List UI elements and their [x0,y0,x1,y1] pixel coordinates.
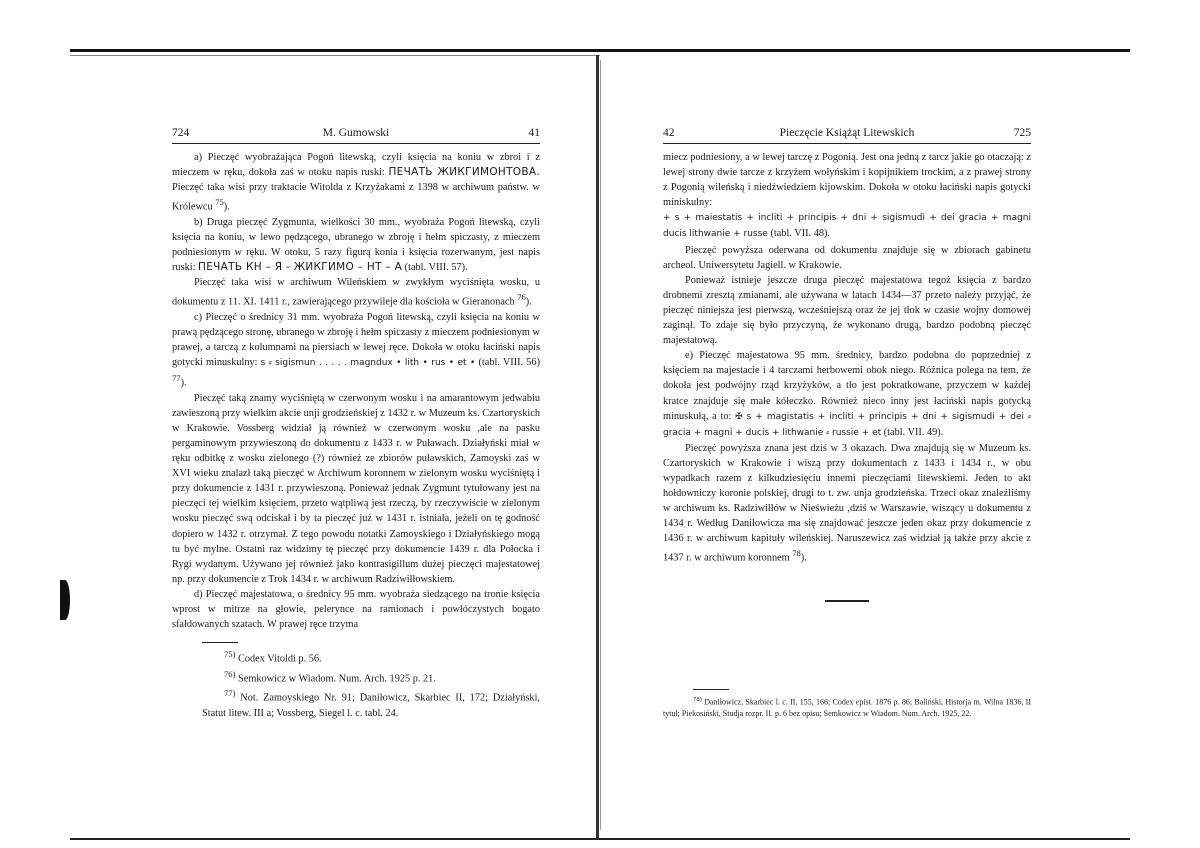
ruthenian-inscription-b: ПЕЧАТЬ КН – Я - ЖИКГИМО – НТ – А [198,261,403,274]
right-page [663,125,1031,602]
footnote-76: $^{76)}$ Semkowicz w Wiadom. Num. Arch. 1925 p. 21. [224,668,436,685]
left-page [172,125,540,721]
footnote-77: $^{77)}$ Not. Zamoyskiego Nr. 91; Daniłowicz, Skarbiec II, 172; Działyński, Statut litew. III a; Vossberg, Siegel l. c. tabl. 24. [202,688,540,719]
gothic-inscription-c: s ⸗ sigismun . . . . . magndux • lith • rus • et • [260,358,476,369]
bottom-page-edge-rule [70,838,1130,840]
right-footnotes [663,689,1031,719]
footnote-78: $^{78)}$ Daniłowicz, Skarbiec l. c. II, 155, 166; Codex epist. 1876 p. 86; Baliński, Historja m. Wilna 1836, II tytuł; Piekosiński, Studja rozpr. II. p. 6 bez opisu; Semkowicz w Wiadom. Num. Arch. 1925, 22. [663,696,1032,718]
footnote-separator [202,642,238,643]
paragraph-d: d) Pieczęć majestatowa, o średnicy 95 mm. wyobraża siedzącego na tronie księcia wprost w mitrze na głowie, pelerynce na ramionach i powłóczystych bogato sfałdowanych szatach. W prawej ręce trzyma [172,588,540,631]
left-running-title: M. Gumowski [322,127,390,139]
top-page-edge-rule-thin [70,55,600,56]
paragraph-a: a) Pieczęć wyobrażająca Pogoń litewską, czyli księcia na koniu w zbroi i z mieczem w ręku, dokoła zaś w otoku napis ruski: ПЕЧАТЬ ЖИКГИМОНТОВА. Pieczęć taka wisi przy traktacie Witolda z Krzyżakami z 1398 w archiwum państw. w Królewcu $^{75}$). [172,152,540,213]
book-gutter-shadow [600,60,601,830]
paragraph-c: c) Pieczęć o średnicy 31 mm. wyobraża Pogoń litewską, czyli księcia na koniu w prawą pędzącego stronę, ubranego w zbroję i hełm spiczasty z mieczem podniesionym w prawej, a tarczą z kolumnami na piersiach w lewej ręce. Dokoła w otoku łaciński napis gotycki minuskulny: s ⸗ sigismun . . . . . magndux • lith • rus • et • (tabl. VIII. 56) $^{77}$). [172,311,541,389]
footnote-ref-77: 77 [172,373,181,384]
book-gutter [596,55,599,838]
gothic-inscription-2: ✠ s + magistatis + incliti + principis + dni + sigismudi + dei ⸗ gracia + magni + ducis + lithwanie ⸗ russie + et [663,411,1031,438]
right-page-number-inner: 42 [663,127,675,139]
right-footnote-separator [693,689,729,690]
gothic-inscription-1-line: + s + maiestatis + incliti + principis + dni + sigismudi + dei gracia + magni ducis lithwanie + russe (tabl. VII. 48). [663,213,1031,240]
footnote-ref-75: 75 [215,197,224,208]
paragraph-3: Ponieważ istnieje jeszcze druga pieczęć majestatowa tegoż księcia z bardzo drobnemi zresztą zmianami, ale używana w latach 1434—37 przeto należy przyjąć, że pieczęć niniejsza jest pierwszą, wcześniejszą oraz że jej tłok w czasie wojny domowej zaginął. To zdaje się było przyczyną, że wykonano drugą, bardzo podobną pieczęć majestatową. [663,274,1031,347]
page-edge-mark [60,580,70,620]
ruthenian-inscription-a: ПЕЧАТЬ ЖИКГИМОНТОВА. [388,166,540,179]
right-running-title: Pieczęcie Książąt Litewskich [779,127,915,139]
footnote-75: $^{75)}$ Codex Vitoldi p. 56. [224,649,322,665]
right-page-number-outer: 725 [1013,127,1031,139]
top-page-edge-rule [70,49,1130,52]
paragraph-c2: Pieczęć taką znamy wyciśniętą w czerwonym wosku i na amarantowym jedwabiu zawieszoną przy wielkim akcie unji grodzieńskiej z 1432 r. w Muzeum ks. Czartoryskich w Krakowie. Vossberg widział ją również w czerwonym wosku ,ale na pasku pergaminowym przywieszoną do dokumentu z 1433 r. w Puławach. Działyński miał w ręku odbitkę z wosku zielonego (?) również ze zbiorów puławskich, Zamoyski zaś w XVI wieku znalazł taką pieczęć w Archiwum koronnem w zielonym wosku wyciśniętą i przy dokumencie z 1431 r. przywieszoną. Ponieważ jednak Zygmunt tytułowany jest na pieczęci tej wielkim księciem, przeto wątpliwą jest rzeczą, by rzeczywiście w zielonym wosku pieczęć swą odciskał i by ta pieczęć już w 1431 r. istniała, jeżeli on tę godność dopiero w 1432 r. otrzymał. Z tego powodu notatki Zamoyskiego i Działyńskiego mogą tu być mylne. Ostatni raz widzimy tę pieczęć przy dokumencie 1439 r. dla Połocka i Rygi wydanym. Używano jej również jako kontrasigillum dużej pieczęci majestatowej np. przy dokumencie z Trok 1434 r. w archiwum Radziwiłłowskiem. [172,392,540,585]
footnote-ref-78: 78 [792,548,801,559]
left-page-number-outer: 724 [172,127,190,139]
right-page-body [663,150,1031,602]
left-page-body [172,150,540,721]
left-page-number-inner: 41 [528,127,540,139]
footnote-ref-76: 76 [517,292,526,303]
section-end-rule [825,600,869,602]
left-page-header [172,125,540,144]
gothic-inscription-1: + s + maiestatis + incliti + principis + dni + sigismudi + dei gracia + magni ducis lithwanie + russe [663,213,1031,240]
paragraph-2: Pieczęć powyższa oderwana od dokumentu znajduje się w zbiorach gabinetu archeol. Uniwersytetu Jagiell. w Krakowie. [663,244,1031,271]
paragraph-b2: Pieczęć taka wisi w archiwum Wileńskiem w zwykłym wyciśnięta wosku, u dokumentu z 11. XI. 1411 r., zawierającego przywileje dla kościoła w Gieranonach $^{76}$). [172,277,540,308]
paragraph-e: e) Pieczęć majestatowa 95 mm. średnicy, bardzo podobna do poprzedniej z księciem na majestacie i 4 tarczami herbowemi obok niego. Różnica polega na tem, że dokoła jest podwójny rząd krzyżyków, a tło jest pokratkowane, przyczem w każdej kratce znajduje się małe kółeczko. Również nieco inny jest łaciński napis gotycką minuskułą, a to: ✠ s + magistatis + incliti + principis + dni + sigismudi + dei ⸗ gracia + magni + ducis + lithwanie ⸗ russie + et (tabl. VII. 49). [663,350,1031,438]
paragraph-b: b) Druga pieczęć Zygmunta, wielkości 30 mm., wyobraża Pogoń litewską, czyli księcia na koniu, w lewo pędzącego, ubranego w zbroję i hełm spiczasty, z mieczem podniesionym w ręku. W otoku, 5 razy figurą konia i księcia rozerwanym, jest napis ruski: ПЕЧАТЬ КН – Я - ЖИКГИМО – НТ – А (tabl. VIII. 57). [172,216,540,274]
right-page-header [663,125,1031,144]
paragraph-continuation: miecz podniesiony, a w lewej tarczę z Pogonią. Jest ona jedną z tarcz jakie go otaczają: z lewej strony dwie tarcze z krzyżem wołyńskim i kopijnikiem trockim, a z prawej strony z Pogonią wileńską i niedźwiedziem kijowskim. Dokoła w otoku łaciński napis gotycki miniskulny: [663,152,1031,209]
paragraph-4: Pieczęć powyższa znana jest dziś w 3 okazach. Dwa znajdują się w Muzeum ks. Czartoryskich w Krakowie i wiszą przy dokumentach z 1433 i 1434 r., w obu wypadkach razem z kilkudziesięciu innemi pieczęciami litewskiemi. Jeden to akt hołdowniczy koronie polskiej, drugi to t. zw. unja grodzieńska. Trzeci okaz znaleźliśmy w archiwum ks. Radziwiłłów w Nieświeżu ,dziś w Warszawie, wiszący u dokumentu z 1434 r. Według Daniłowicza ma się znajdować jeszcze jeden okaz przy dokumencie z 1436 r. w archiwum kapituły wileńskiej. Naruszewicz zaś widział ją także przy akcie z 1437 r. w archiwum koronnem $^{78}$). [663,442,1031,564]
